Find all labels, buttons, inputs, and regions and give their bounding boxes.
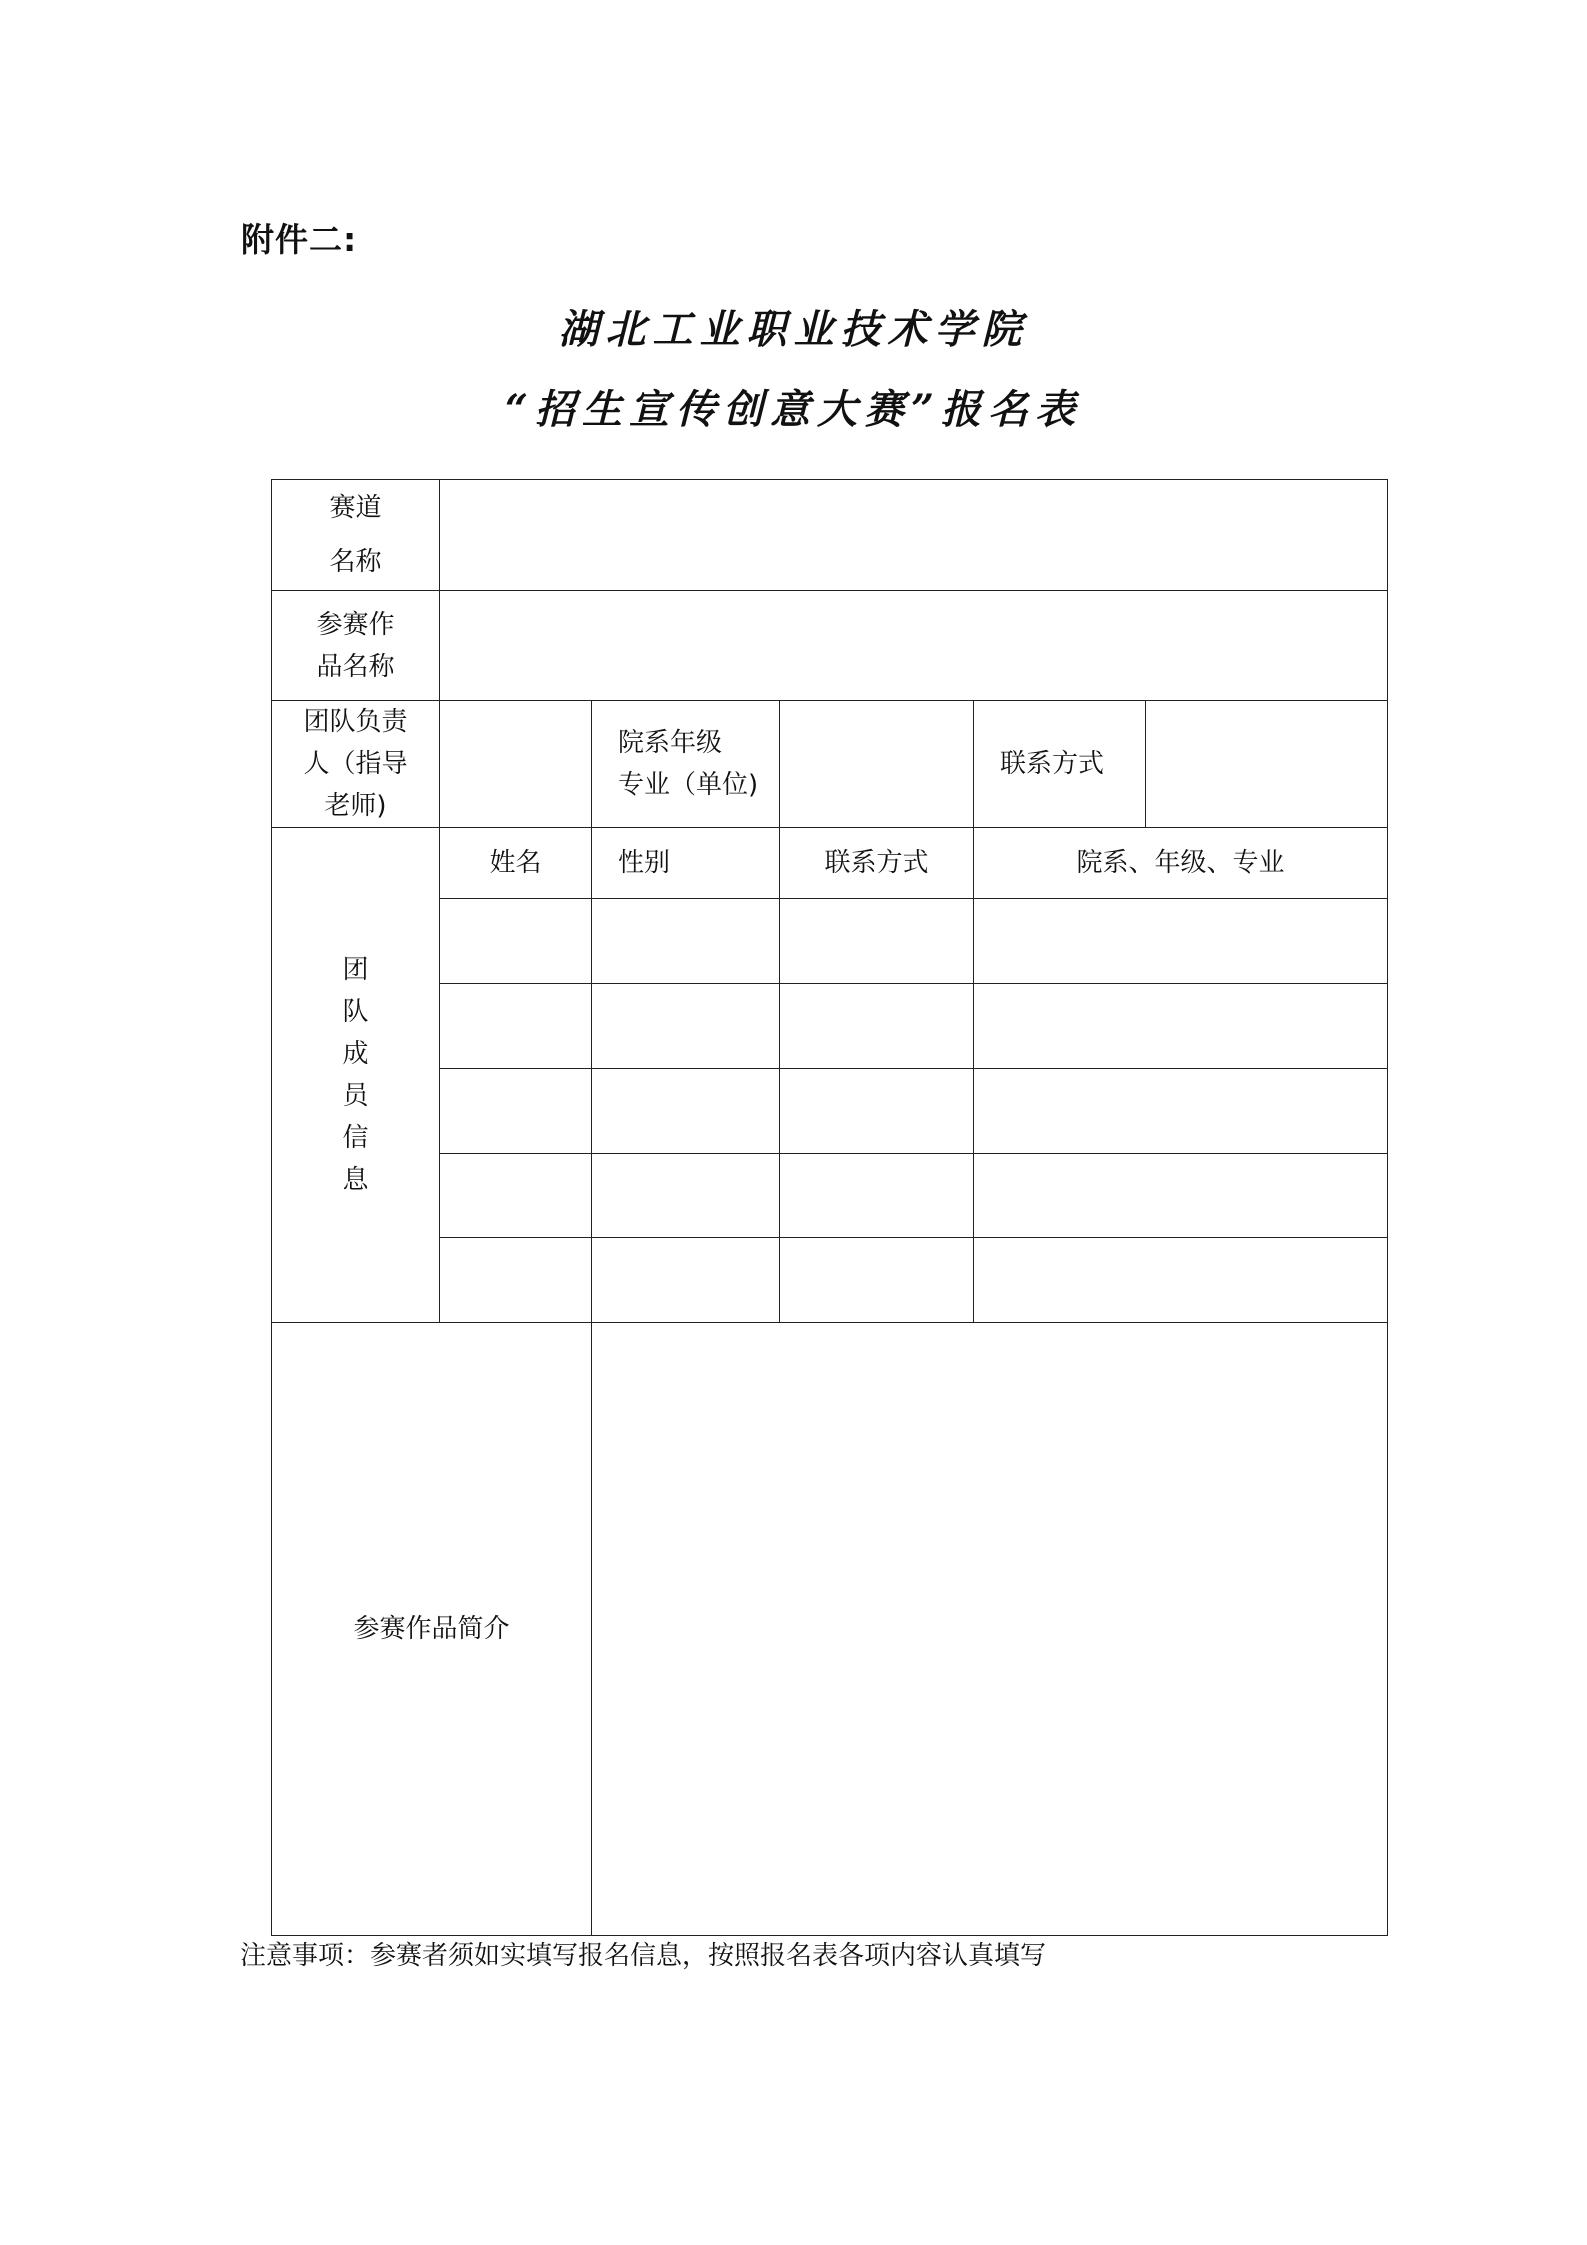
- member-name-field[interactable]: [440, 1069, 592, 1154]
- member-name-field[interactable]: [440, 899, 592, 984]
- member-name-field[interactable]: [440, 1238, 592, 1323]
- work-name-label-cell: [272, 591, 440, 701]
- attachment-label: 附件二:: [241, 220, 358, 259]
- member-contact-field[interactable]: [780, 1154, 974, 1238]
- dept-label-cell: [592, 701, 780, 828]
- work-name-label-line-1: 参赛作: [316, 609, 395, 640]
- leader-label-line-2: 人（指导: [303, 749, 408, 779]
- member-header-row: [272, 828, 1388, 899]
- work-name-label-line-2: 品名称: [316, 651, 395, 682]
- work-name-value-field[interactable]: [440, 591, 1388, 701]
- member-contact-field[interactable]: [780, 1069, 974, 1154]
- member-name-header: 姓名: [440, 828, 592, 899]
- member-row: [272, 1238, 1388, 1323]
- member-name-field[interactable]: [440, 1154, 592, 1238]
- member-dept-field[interactable]: [974, 1069, 1388, 1154]
- leader-label-cell: [272, 701, 440, 828]
- registration-form-table: [271, 479, 1388, 1936]
- member-gender-field[interactable]: [592, 1154, 780, 1238]
- form-title-line-1: 湖北工业职业技术学院: [558, 306, 1029, 353]
- track-row: [272, 480, 1388, 591]
- member-dept-header: 院系、年级、专业: [974, 828, 1388, 899]
- members-label-char: 信: [342, 1123, 369, 1153]
- leader-row: [272, 701, 1388, 828]
- contact-label-cell: 联系方式: [974, 701, 1146, 828]
- member-contact-field[interactable]: [780, 984, 974, 1069]
- track-label-cell: [272, 480, 440, 591]
- member-dept-field[interactable]: [974, 899, 1388, 984]
- leader-name-field[interactable]: [440, 701, 592, 828]
- footer-note: 注意事项：参赛者须如实填写报名信息，按照报名表各项内容认真填写: [240, 1941, 1047, 1971]
- track-label-line-1: 赛道: [329, 493, 382, 523]
- member-dept-field[interactable]: [974, 1238, 1388, 1323]
- member-row: [272, 1069, 1388, 1154]
- track-label-line-2: 名称: [329, 547, 382, 577]
- member-contact-header: 联系方式: [780, 828, 974, 899]
- members-label-char: 息: [342, 1165, 369, 1195]
- dept-label-line-1: 院系年级: [618, 728, 723, 758]
- members-label-cell: [272, 828, 440, 1323]
- member-row: [272, 1154, 1388, 1238]
- member-row: [272, 899, 1388, 984]
- form-title-line-2: “招生宣传创意大赛”报名表: [504, 386, 1082, 433]
- members-label-char: 员: [342, 1081, 369, 1111]
- member-gender-field[interactable]: [592, 899, 780, 984]
- contact-value-field[interactable]: [1146, 701, 1388, 828]
- member-gender-field[interactable]: [592, 1238, 780, 1323]
- member-dept-field[interactable]: [974, 984, 1388, 1069]
- dept-label-line-2: 专业（单位): [618, 770, 759, 800]
- member-gender-field[interactable]: [592, 1069, 780, 1154]
- members-label-char: 队: [342, 997, 369, 1027]
- member-contact-field[interactable]: [780, 899, 974, 984]
- intro-row: [272, 1323, 1388, 1936]
- work-name-row: [272, 591, 1388, 701]
- intro-label-cell: 参赛作品简介: [272, 1323, 592, 1936]
- member-row: [272, 984, 1388, 1069]
- members-label-char: 成: [342, 1039, 369, 1069]
- intro-value-field[interactable]: [592, 1323, 1388, 1936]
- member-contact-field[interactable]: [780, 1238, 974, 1323]
- dept-value-field[interactable]: [780, 701, 974, 828]
- leader-label-line-1: 团队负责: [303, 707, 408, 737]
- leader-label-line-3: 老师): [324, 791, 387, 821]
- member-gender-field[interactable]: [592, 984, 780, 1069]
- member-name-field[interactable]: [440, 984, 592, 1069]
- members-label-char: 团: [342, 955, 369, 985]
- member-gender-header: 性别: [592, 828, 780, 899]
- member-dept-field[interactable]: [974, 1154, 1388, 1238]
- track-value-field[interactable]: [440, 480, 1388, 591]
